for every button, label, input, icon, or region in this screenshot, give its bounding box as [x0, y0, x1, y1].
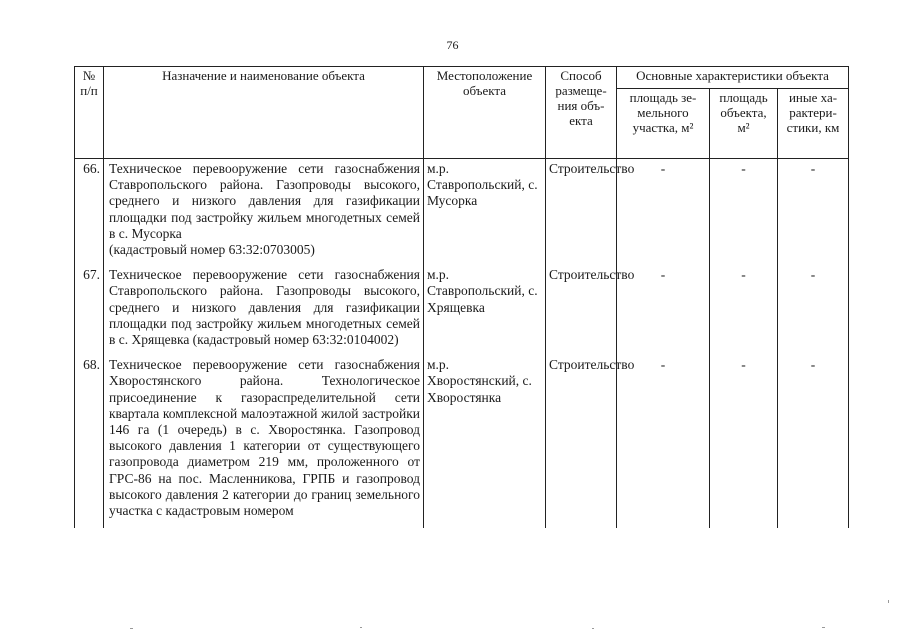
row-location: м.р. Ставропольский, с. Хрящевка	[424, 267, 546, 357]
header-object-area: площадь объекта, м²	[710, 89, 778, 159]
header-land-area: площадь зе-мельного участка, м²	[617, 89, 710, 159]
scan-mark	[592, 628, 594, 629]
row-other: -	[778, 267, 849, 357]
header-characteristics: Основные характеристики объекта	[617, 67, 849, 89]
row-name-text: Техническое перевооружение сети газоснабжения Ставропольского района. Газопроводы высокого, среднего и низкого давления для газификации площадки под застройку жильем многодетных семей в с. Мусорка	[109, 161, 420, 241]
row-land-area: -	[617, 267, 710, 357]
header-method: Способ размеще-ния объ-екта	[546, 67, 617, 159]
row-object-area: -	[710, 357, 778, 528]
objects-table	[74, 66, 849, 528]
row-cadastral: (кадастровый номер 63:32:0703005)	[109, 242, 315, 258]
row-name	[104, 159, 424, 268]
row-number: 66.	[75, 159, 104, 268]
header-location: Местоположение объекта	[424, 67, 546, 159]
row-object-area: -	[710, 159, 778, 268]
header-name: Назначение и наименование объекта	[104, 67, 424, 159]
header-num: № п/п	[75, 67, 104, 159]
table-row	[75, 267, 849, 357]
page-number: 76	[446, 38, 459, 52]
row-land-area: -	[617, 357, 710, 528]
row-location: м.р. Хворостянский, с. Хворостянка	[424, 357, 546, 528]
header-other: иные ха-рактери-стики, км	[778, 89, 849, 159]
row-method: Строительство	[546, 159, 617, 268]
scan-mark	[888, 600, 889, 603]
row-other: -	[778, 159, 849, 268]
row-object-area: -	[710, 267, 778, 357]
row-land-area: -	[617, 159, 710, 268]
row-number: 68.	[75, 357, 104, 528]
row-method: Строительство	[546, 267, 617, 357]
row-name: Техническое перевооружение сети газоснабжения Хворостянского района. Технологическое присоединение к газораспределительной сети квартала комплексной малоэтажной жилой застройки 146 га (1 очередь) в с. Хворостянка. Газопровод высокого давления 1 категории от существующего газопровода диаметром 219 мм, проложенного от ГРС-86 на пос. Масленникова, ГРПБ и газопровод высокого давления 2 категории до границ земельного участка с кадастровым номером	[104, 357, 424, 528]
row-number: 67.	[75, 267, 104, 357]
table-row	[75, 357, 849, 528]
scan-mark	[130, 628, 133, 629]
table-row	[75, 159, 849, 268]
row-location: м.р. Ставропольский, с. Мусорка	[424, 159, 546, 268]
scan-mark	[822, 627, 825, 628]
row-name: Техническое перевооружение сети газоснабжения Ставропольского района. Газопроводы высокого, среднего и низкого давления для газификации площадки под застройку жильем многодетных семей в с. Хрящевка (кадастровый номер 63:32:0104002)	[104, 267, 424, 357]
row-method: Строительство	[546, 357, 617, 528]
scan-mark	[360, 627, 362, 628]
row-other: -	[778, 357, 849, 528]
